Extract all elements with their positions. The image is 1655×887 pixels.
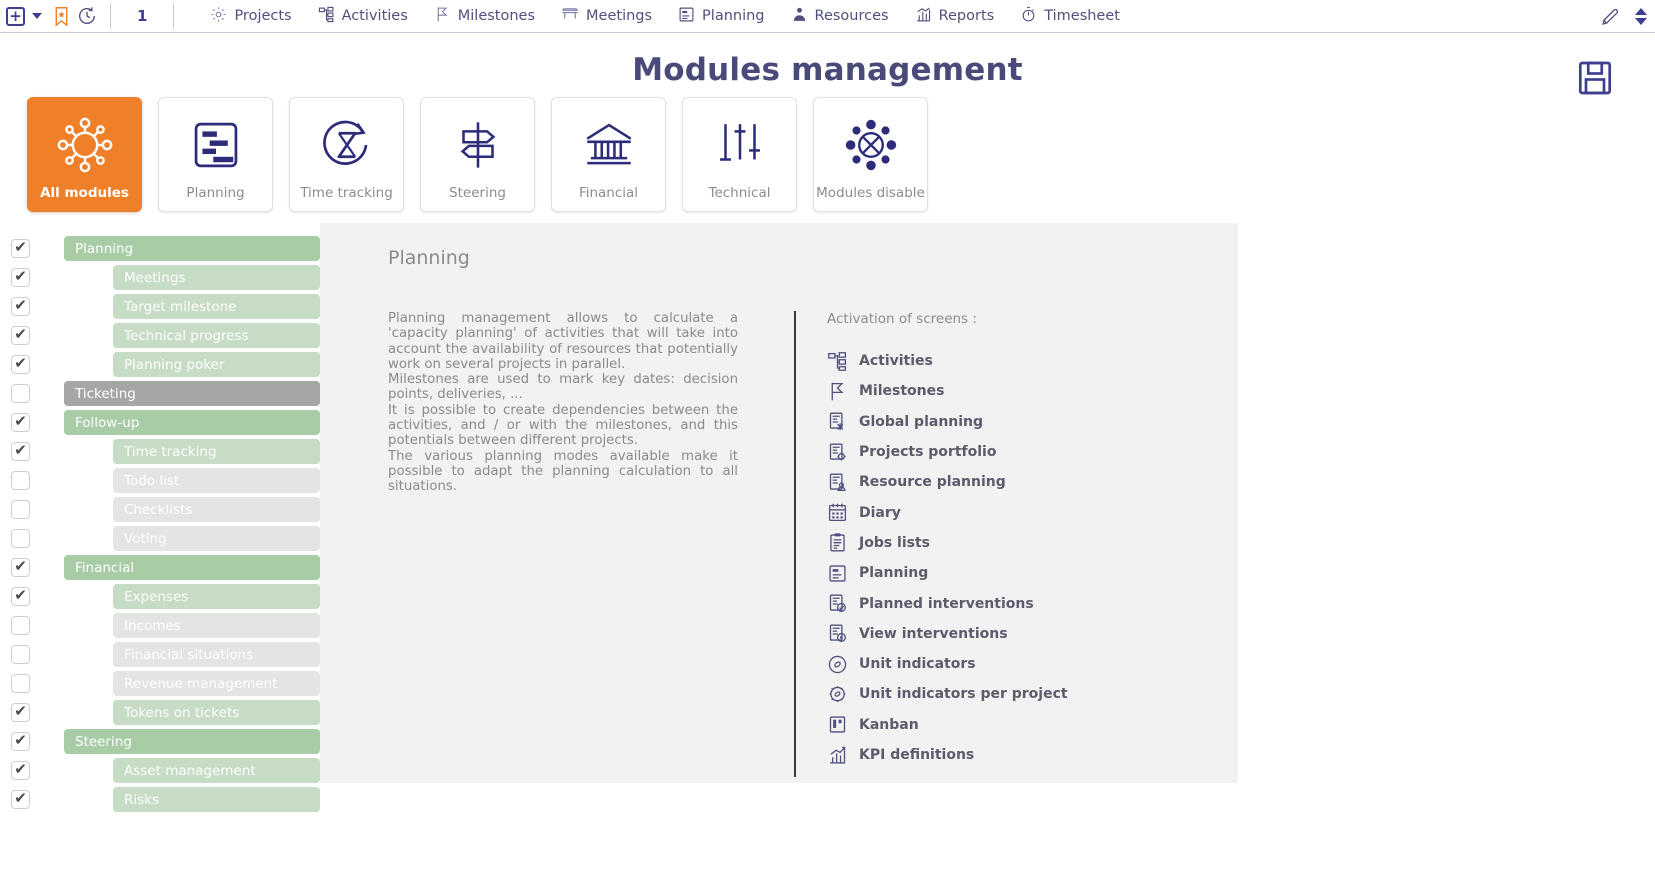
screen-item-unit-indicators-per-project[interactable]: [827, 679, 1068, 709]
screen-item-label: Resource planning: [859, 474, 1006, 491]
check-icon: ✔: [14, 412, 27, 430]
nav-item-resources[interactable]: [791, 6, 889, 27]
module-row: [0, 292, 320, 321]
top-navigation-bar: [0, 0, 1655, 33]
module-checkbox[interactable]: [11, 674, 30, 693]
nav-item-label: Resources: [814, 8, 889, 24]
calendar-icon: [827, 502, 848, 523]
bar-chart-icon: [915, 6, 932, 27]
planning-doc-icon: [678, 6, 695, 27]
module-checkbox[interactable]: [11, 471, 30, 490]
description-paragraph: It is possible to create dependencies between the activities, and / or with the milestones, and this potentials between different projects.: [388, 402, 738, 449]
screen-item-jobs-lists[interactable]: [827, 528, 1068, 558]
module-row: [0, 408, 320, 437]
kanban-icon: [827, 714, 848, 735]
module-checkbox[interactable]: [11, 645, 30, 664]
nav-item-reports[interactable]: [915, 6, 995, 27]
screen-item-label: Planned interventions: [859, 595, 1034, 612]
gantt-icon: [187, 112, 245, 178]
screen-item-global-planning[interactable]: [827, 407, 1068, 437]
hourglass-refresh-icon: [318, 112, 376, 178]
screen-item-label: Kanban: [859, 716, 919, 733]
check-icon: ✔: [14, 760, 27, 778]
module-row: [0, 785, 320, 814]
check-icon: ✔: [14, 789, 27, 807]
check-icon: ✔: [14, 296, 27, 314]
module-checkbox[interactable]: [11, 558, 30, 577]
module-checkbox[interactable]: [11, 732, 30, 751]
module-checkbox[interactable]: [11, 239, 30, 258]
nav-item-label: Reports: [938, 8, 995, 24]
screen-item-label: Jobs lists: [859, 534, 931, 551]
nav-item-milestones[interactable]: [434, 6, 535, 27]
card-label: Planning: [186, 185, 245, 201]
module-label-bar[interactable]: Steering: [64, 729, 320, 754]
screen-item-label: KPI definitions: [859, 747, 975, 763]
module-row: [0, 524, 320, 553]
module-checkbox[interactable]: [11, 703, 30, 722]
screen-item-label: Milestones: [859, 383, 945, 400]
modules-disable-icon: [842, 112, 900, 178]
spinner-arrows-icon[interactable]: [1635, 8, 1647, 25]
card-time-tracking[interactable]: [289, 97, 404, 212]
module-row: [0, 611, 320, 640]
screen-item-planning[interactable]: [827, 558, 1068, 588]
sliders-icon: [711, 112, 769, 178]
card-technical[interactable]: [682, 97, 797, 212]
card-planning[interactable]: [158, 97, 273, 212]
module-label-bar[interactable]: Ticketing: [64, 381, 320, 406]
table-icon: [561, 5, 579, 27]
card-label: Steering: [449, 185, 506, 201]
card-label: Modules disable: [816, 185, 925, 201]
card-all-modules[interactable]: [27, 97, 142, 212]
nav-item-label: Milestones: [457, 8, 536, 24]
module-label-bar[interactable]: Financial: [64, 555, 320, 580]
card-modules-disable[interactable]: [813, 97, 928, 212]
module-label-bar[interactable]: Checklists: [113, 497, 320, 522]
module-row: [0, 321, 320, 350]
detail-columns: [320, 311, 1238, 777]
module-label-bar[interactable]: Asset management: [113, 758, 320, 783]
page-title: Modules management: [632, 52, 1023, 88]
pencil-icon[interactable]: [1600, 6, 1621, 27]
toolbar-divider-1: [110, 3, 111, 29]
module-label-bar[interactable]: Todo list: [113, 468, 320, 493]
nav-item-label: Projects: [234, 8, 292, 24]
modules-tree-list: [0, 223, 320, 808]
nav-item-label: Activities: [341, 8, 408, 24]
module-row: [0, 640, 320, 669]
check-icon: ✔: [14, 267, 27, 285]
screen-item-label: Unit indicators: [859, 656, 976, 673]
topnav-right-tools: [1600, 0, 1647, 33]
module-detail-panel: [320, 223, 1238, 783]
card-steering[interactable]: [420, 97, 535, 212]
module-row: [0, 234, 320, 263]
flag-icon: [434, 6, 451, 27]
screen-item-projects-portfolio[interactable]: [827, 437, 1068, 467]
check-icon: ✔: [14, 586, 27, 604]
screen-item-label: Unit indicators per project: [859, 686, 1068, 703]
screen-item-resource-planning[interactable]: [827, 467, 1068, 497]
module-checkbox[interactable]: [11, 413, 30, 432]
check-icon: ✔: [14, 238, 27, 256]
module-checkbox[interactable]: [11, 761, 30, 780]
module-label-bar[interactable]: Incomes: [113, 613, 320, 638]
kpi-chart-icon: [827, 745, 848, 766]
check-icon: ✔: [14, 441, 27, 459]
org-chart-icon: [827, 351, 848, 372]
screen-item-label: Projects portfolio: [859, 444, 997, 461]
screen-item-label: Global planning: [859, 413, 984, 430]
doc-global-planning-icon: [827, 411, 848, 432]
module-label-bar[interactable]: Technical progress: [113, 323, 320, 348]
nav-item-label: Planning: [702, 8, 765, 24]
planning-doc-icon: [827, 563, 848, 584]
module-label-bar[interactable]: Expenses: [113, 584, 320, 609]
module-label-bar[interactable]: Planning: [64, 236, 320, 261]
person-icon: [791, 6, 808, 27]
screen-item-planned-interventions[interactable]: [827, 588, 1068, 618]
module-label-bar[interactable]: Time tracking: [113, 439, 320, 464]
spinner-up-icon[interactable]: [1635, 8, 1647, 15]
screen-item-unit-indicators[interactable]: [827, 649, 1068, 679]
main-body: [0, 223, 1655, 808]
nav-item-meetings[interactable]: [561, 5, 652, 27]
screen-item-label: Activities: [859, 353, 933, 370]
stopwatch-icon: [1020, 6, 1037, 27]
screen-item-kanban[interactable]: [827, 710, 1068, 740]
module-checkbox[interactable]: [11, 268, 30, 287]
doc-resource-icon: [827, 472, 848, 493]
description-paragraph: The various planning modes available make it possible to adapt the planning calculation to all situations.: [388, 448, 738, 495]
nav-item-planning[interactable]: [678, 6, 764, 27]
module-row: [0, 553, 320, 582]
toolbar-divider-2: [173, 3, 174, 29]
module-label-bar[interactable]: Planning poker: [113, 352, 320, 377]
module-row: [0, 466, 320, 495]
screen-item-diary[interactable]: [827, 497, 1068, 527]
module-row: [0, 379, 320, 408]
card-financial[interactable]: [551, 97, 666, 212]
add-plus-icon: +: [6, 7, 25, 26]
description-paragraph: Planning management allows to calculate a 'capacity planning' of activities that will take into account the availability of resources that potentially work on several projects in parallel.: [388, 311, 738, 372]
module-checkbox[interactable]: [11, 529, 30, 548]
check-icon: ✔: [14, 354, 27, 372]
module-row: [0, 437, 320, 466]
module-row: [0, 350, 320, 379]
bank-icon: [580, 112, 638, 178]
modules-network-icon: [55, 112, 115, 178]
module-label-bar[interactable]: Meetings: [113, 265, 320, 290]
favorites-bookmark-icon[interactable]: [51, 6, 72, 27]
check-icon: ✔: [14, 702, 27, 720]
gauge-gear-icon: [827, 684, 848, 705]
nav-item-label: Meetings: [586, 8, 653, 24]
screen-item-label: Planning: [859, 565, 929, 582]
card-label: Technical: [708, 185, 771, 201]
screen-item-kpi-definitions[interactable]: [827, 740, 1068, 770]
module-label-bar[interactable]: Risks: [113, 787, 320, 812]
screens-heading: Activation of screens :: [827, 311, 977, 327]
add-button[interactable]: [6, 7, 25, 26]
screen-item-label: Diary: [859, 504, 901, 521]
module-checkbox[interactable]: [11, 500, 30, 519]
screen-item-milestones[interactable]: [827, 376, 1068, 406]
nav-item-timesheet[interactable]: [1020, 6, 1120, 27]
check-icon: ✔: [14, 557, 27, 575]
detail-title: Planning: [388, 247, 470, 269]
nav-item-label: Timesheet: [1044, 8, 1120, 24]
gear-icon: [210, 6, 227, 27]
module-label-bar[interactable]: Financial situations: [113, 642, 320, 667]
topnav-left-tools: [6, 5, 98, 27]
check-icon: ✔: [14, 325, 27, 343]
doc-gear-icon: [827, 442, 848, 463]
module-row: [0, 756, 320, 785]
module-row: [0, 582, 320, 611]
screens-list: [827, 346, 1068, 770]
module-checkbox[interactable]: [11, 616, 30, 635]
module-row: [0, 698, 320, 727]
card-label: All modules: [40, 185, 129, 201]
spinner-down-icon[interactable]: [1635, 18, 1647, 25]
chevron-down-icon[interactable]: [32, 13, 42, 19]
screen-item-view-interventions[interactable]: [827, 619, 1068, 649]
module-row: [0, 495, 320, 524]
module-checkbox[interactable]: [11, 326, 30, 345]
module-row: [0, 727, 320, 756]
screen-item-activities[interactable]: [827, 346, 1068, 376]
module-checkbox[interactable]: [11, 442, 30, 461]
module-row: [0, 669, 320, 698]
module-description: [388, 311, 738, 777]
card-label: Time tracking: [300, 185, 393, 201]
check-icon: ✔: [14, 731, 27, 749]
module-label-bar[interactable]: Voting: [113, 526, 320, 551]
history-clock-icon[interactable]: [76, 5, 98, 27]
screens-activation-panel: [794, 311, 1068, 777]
description-paragraph: Milestones are used to mark key dates: decision points, deliveries, ...: [388, 372, 738, 403]
nav-item-list: [210, 5, 1120, 27]
doc-check-icon: [827, 593, 848, 614]
flag-icon: [827, 381, 848, 402]
module-checkbox[interactable]: [11, 384, 30, 403]
nav-item-activities[interactable]: [318, 6, 408, 27]
screen-item-label: View interventions: [859, 625, 1008, 642]
clipboard-icon: [827, 532, 848, 553]
module-label-bar[interactable]: Target milestone: [113, 294, 320, 319]
signpost-icon: [449, 112, 507, 178]
module-checkbox[interactable]: [11, 355, 30, 374]
project-count-badge: 1: [137, 7, 148, 25]
module-label-bar[interactable]: Revenue management: [113, 671, 320, 696]
module-row: [0, 263, 320, 292]
module-checkbox[interactable]: [11, 790, 30, 809]
module-category-cards: [0, 97, 1655, 212]
module-checkbox[interactable]: [11, 297, 30, 316]
module-label-bar[interactable]: Follow-up: [64, 410, 320, 435]
module-label-bar[interactable]: Tokens on tickets: [113, 700, 320, 725]
card-label: Financial: [578, 185, 639, 201]
org-chart-icon: [318, 6, 335, 27]
gauge-icon: [827, 654, 848, 675]
nav-item-projects[interactable]: [210, 6, 291, 27]
doc-eye-icon: [827, 623, 848, 644]
module-checkbox[interactable]: [11, 587, 30, 606]
save-button[interactable]: [1577, 58, 1613, 102]
